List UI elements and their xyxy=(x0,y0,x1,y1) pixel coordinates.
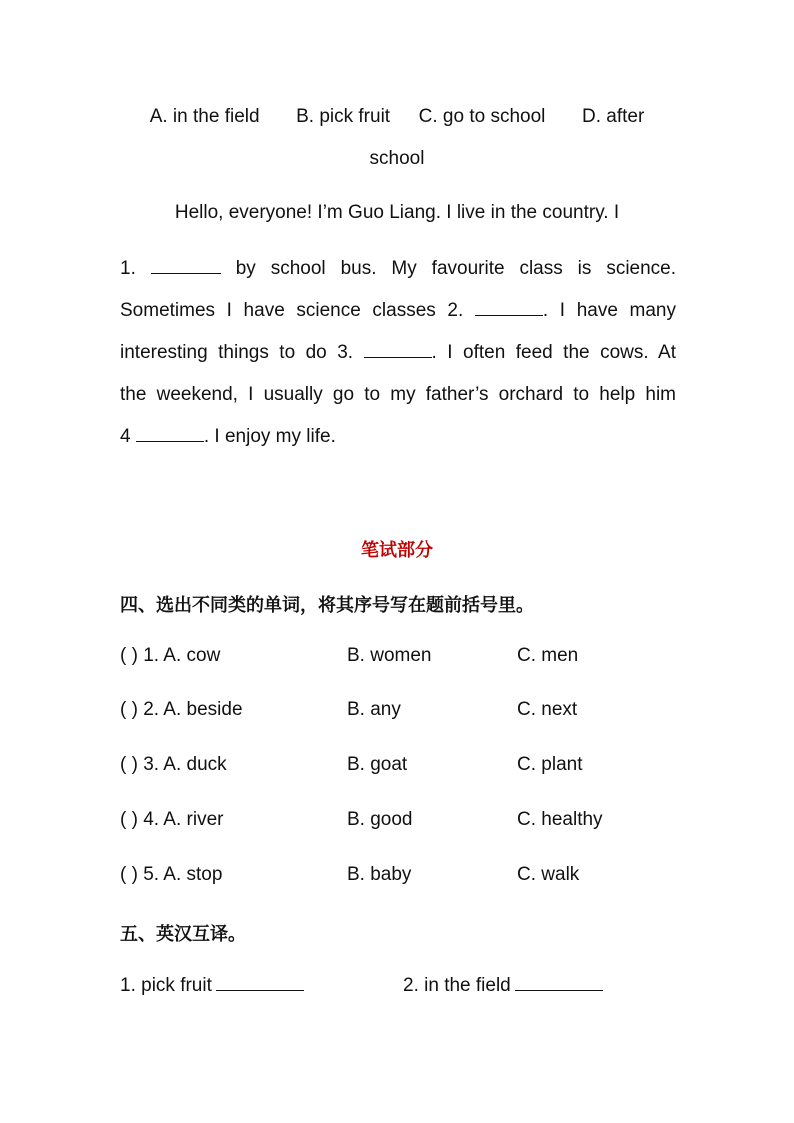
passage-line-5: 4 . I enjoy my life. xyxy=(120,426,336,447)
question-row: ( ) 3. A. duck B. goat C. plant xyxy=(120,754,583,775)
passage-body xyxy=(120,248,676,458)
passage-line-1: 1. by school bus. My favourite class is science. xyxy=(120,258,677,279)
blank-1[interactable] xyxy=(151,257,221,274)
option-b: B. pick fruit xyxy=(296,106,391,127)
translation-item-1: 1. pick fruit xyxy=(120,974,304,997)
written-section-title: 笔试部分 xyxy=(361,540,433,560)
question-row: ( ) 4. A. river B. good C. healthy xyxy=(120,809,603,830)
question-row: ( ) 5. A. stop B. baby C. walk xyxy=(120,864,580,885)
passage-intro: Hello, everyone! I’m Guo Liang. I live in the country. I xyxy=(174,202,620,223)
blank-4[interactable] xyxy=(136,425,204,442)
translation-item-2: 2. in the field xyxy=(403,974,603,997)
section-5-heading: 五、英汉互译。 xyxy=(120,924,246,944)
section-4-heading: 四、选出不同类的单词，将其序号写在题前括号里。 xyxy=(120,595,534,615)
answer-blank-1[interactable] xyxy=(216,974,304,991)
option-a: A. in the field xyxy=(149,106,260,127)
word-bank-options xyxy=(0,106,794,128)
blank-3[interactable] xyxy=(364,341,432,358)
option-c: C. go to school xyxy=(418,106,546,127)
passage-line-3: interesting things to do 3. . I often feed the cows. At xyxy=(120,342,676,363)
blank-2[interactable] xyxy=(475,299,543,316)
passage-line-2: Sometimes I have science classes 2. . I have many xyxy=(120,300,677,321)
passage-line-4: the weekend, I usually go to my father’s orchard to help him xyxy=(120,384,676,405)
answer-blank-2[interactable] xyxy=(515,974,603,991)
question-row: ( ) 2. A. beside B. any C. next xyxy=(120,699,578,720)
option-d: D. after xyxy=(581,106,645,127)
question-row: ( ) 1. A. cow B. women C. men xyxy=(120,645,579,666)
option-d-continued: school xyxy=(369,148,425,169)
